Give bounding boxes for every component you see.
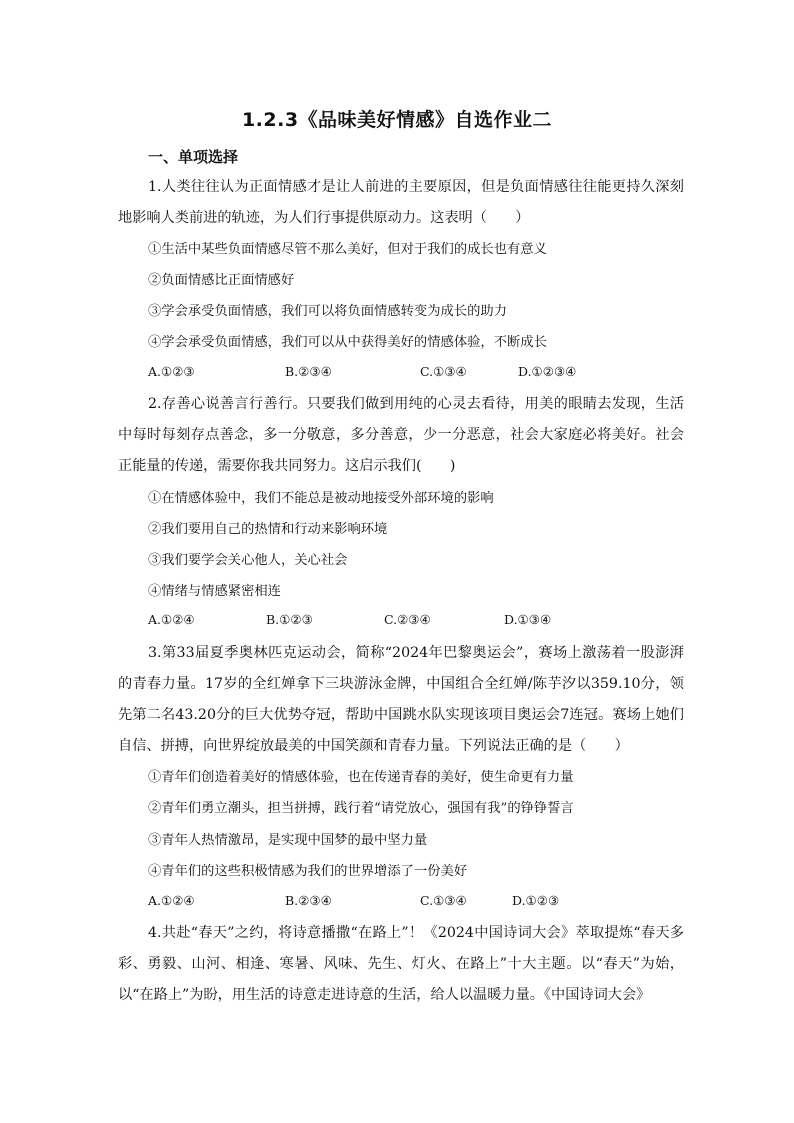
choice-c: C.①③④ [420, 893, 467, 908]
choice-c: C.②③④ [384, 612, 431, 627]
question-4-stem: 4.共赴“春天”之约，将诗意播撒“在路上”！《2024中国诗词大会》萃取提炼“春天多彩、勇毅、山河、相逢、寒暑、风味、先生、灯火、在路上”十大主题。以“春天”为始，以“在路上”为盼，用生活的诗意走进诗意的生活，给人以温暖力量。《中国诗词大会》 [118, 925, 684, 1003]
question-3-item: ③青年人热情激昂，是实现中国梦的最中坚力量 [148, 833, 428, 848]
question-2-item: ②我们要用自己的热情和行动来影响环境 [148, 522, 388, 537]
question-2-item: ③我们要学会关心他人，关心社会 [148, 553, 348, 568]
question-2-item: ④情绪与情感紧密相连 [148, 584, 281, 599]
question-3-item: ④青年们的这些积极情感为我们的世界增添了一份美好 [148, 864, 468, 879]
question-2-stem: 2.存善心说善言行善行。只要我们做到用纯的心灵去看待，用美的眼睛去发现，生活中每时每刻存点善念，多一分敬意，多分善意，少一分恶意，社会大家庭必将美好。社会正能量的传递，需要你我共同努力。这启示我们( ) [118, 396, 684, 474]
question-3-stem: 3.第33届夏季奥林匹克运动会，简称“2024年巴黎奥运会”，赛场上激荡着一股澎湃的青春力量。17岁的全红婵拿下三块游泳金牌，中国组合全红婵/陈芋汐以359.10分，领先第二名43.20分的巨大优势夺冠，帮助中国跳水队实现该项目奥运会7连冠。赛场上她们自信、拼搏，向世界绽放最美的中国笑颜和青春力量。下列说法正确的是（ ） [118, 645, 684, 754]
question-1-item: ④学会承受负面情感，我们可以从中获得美好的情感体验，不断成长 [148, 335, 547, 350]
choice-b: B.②③④ [285, 364, 332, 379]
page-title: 1.2.3《品味美好情感》自选作业二 [241, 109, 553, 131]
question-3-item: ①青年们创造着美好的情感体验，也在传递青春的美好，使生命更有力量 [148, 770, 574, 785]
choice-a: A.①②③ [148, 364, 195, 379]
question-3-item: ②青年们勇立潮头，担当拼搏，践行着“请党放心，强国有我”的铮铮誓言 [148, 801, 574, 816]
section-heading: 一、单项选择 [148, 148, 239, 166]
question-1-stem: 1.人类往往认为正面情感才是让人前进的主要原因，但是负面情感往往能更持久深刻地影响人类前进的轨迹，为人们行事提供原动力。这表明（ ） [118, 179, 684, 226]
choice-d: D.①③④ [504, 612, 552, 627]
choice-c: C.①③④ [420, 364, 467, 379]
question-2-item: ①在情感体验中，我们不能总是被动地接受外部环境的影响 [148, 491, 494, 506]
choice-a: A.①②④ [148, 612, 195, 627]
choice-b: B.②③④ [285, 893, 332, 908]
choice-b: B.①②③ [266, 612, 313, 627]
choice-d: D.①②③④ [518, 364, 577, 379]
choice-d: D.①②③ [512, 893, 560, 908]
choice-a: A.①②④ [148, 893, 195, 908]
question-1-item: ②负面情感比正面情感好 [148, 273, 295, 288]
question-1-item: ①生活中某些负面情感尽管不那么美好，但对于我们的成长也有意义 [148, 242, 547, 257]
question-1-item: ③学会承受负面情感，我们可以将负面情感转变为成长的助力 [148, 304, 508, 319]
